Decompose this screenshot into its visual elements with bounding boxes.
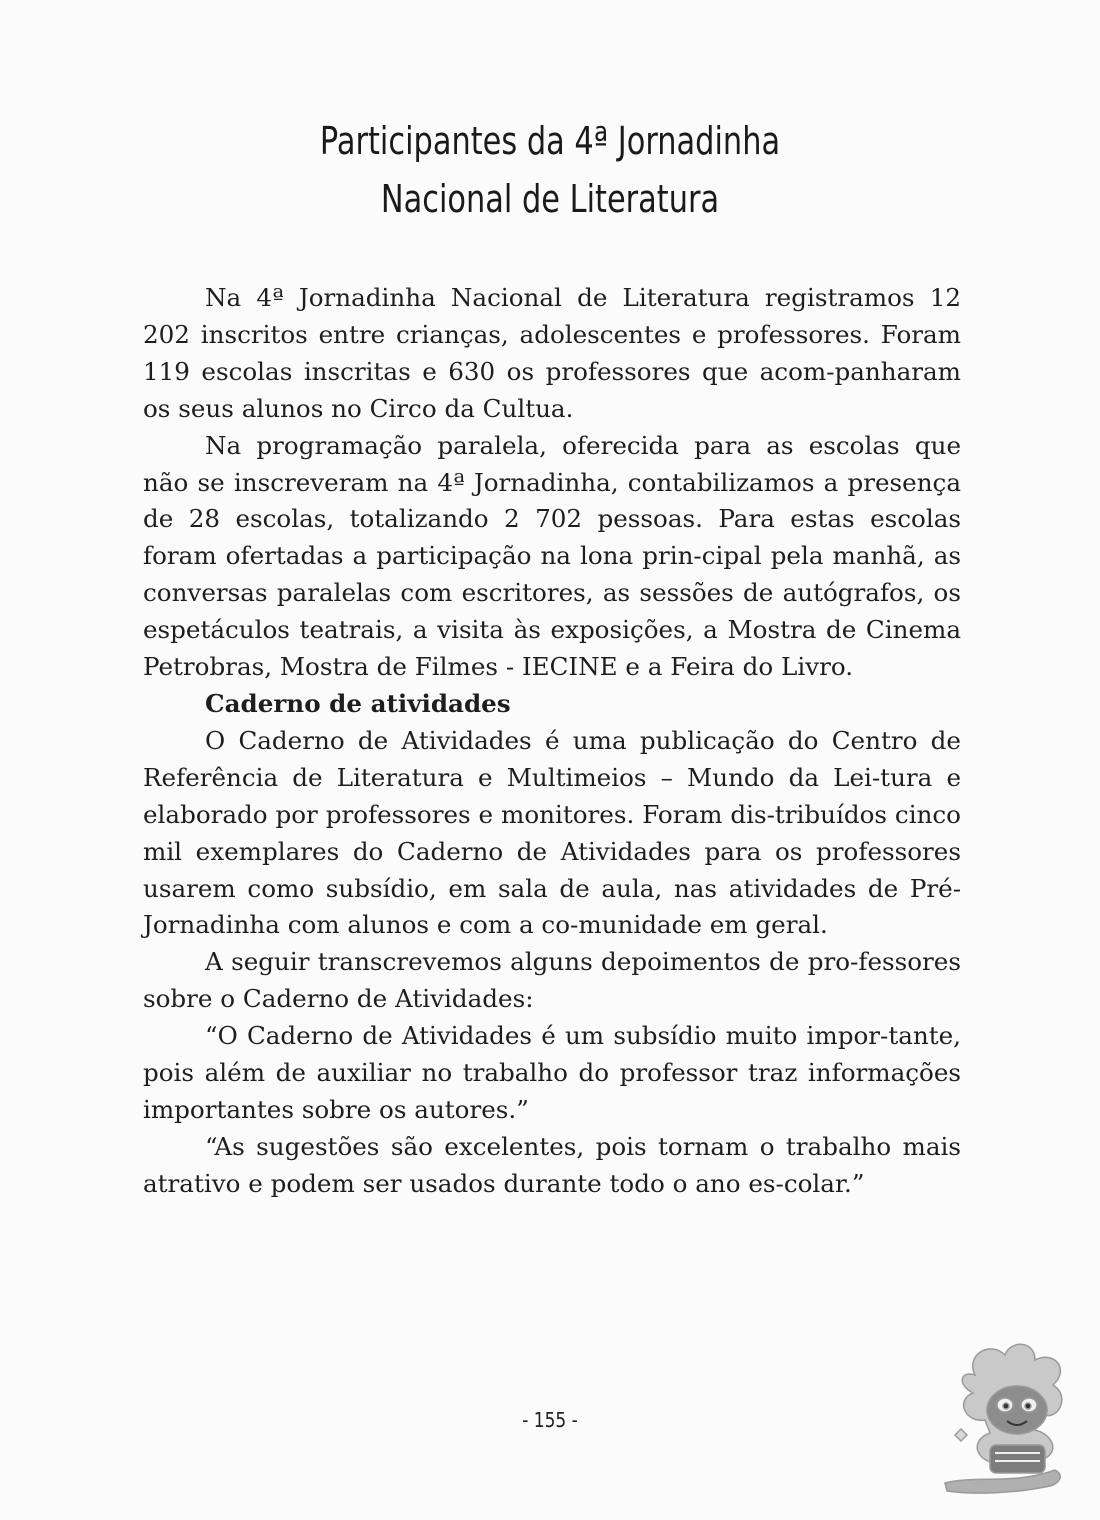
paragraph-registrations: Na 4ª Jornadinha Nacional de Literatura registramos 12 202 inscritos entre crianças, adolescentes e professores. Foram 119 escolas inscritas e 630 os professores que acom-panharam os seus alunos no Circo da Cultua. <box>143 283 961 423</box>
body-text <box>143 280 961 1203</box>
quote-testimonial-1: “O Caderno de Atividades é um subsídio muito impor-tante, pois além de auxiliar no trabalho do professor traz informações importantes sobre os autores.” <box>143 1021 961 1124</box>
paragraph-intro-testimonials: A seguir transcrevemos alguns depoimentos de pro-fessores sobre o Caderno de Atividades: <box>143 947 961 1014</box>
page-number: - 155 - <box>522 1408 578 1432</box>
mascot-illustration-icon <box>935 1335 1085 1505</box>
title-line-1: Participantes da 4ª Jornadinha <box>319 119 781 163</box>
section-heading: Caderno de atividades <box>205 688 511 718</box>
quote-testimonial-2: “As sugestões são excelentes, pois tornam o trabalho mais atrativo e podem ser usados durante todo o ano es-colar.” <box>143 1131 961 1198</box>
page-title <box>110 112 990 228</box>
paragraph-caderno: O Caderno de Atividades é uma publicação do Centro de Referência de Literatura e Multimeios – Mundo da Lei-tura e elaborado por professores e monitores. Foram dis-tribuídos cinco mil exemplares do Caderno de Atividades para os professores usarem como subsídio, em sala de aula, nas atividades de Pré-Jornadinha com alunos e com a co-munidade em geral. <box>143 725 961 940</box>
title-line-2: Nacional de Literatura <box>380 177 720 221</box>
paragraph-parallel-program: Na programação paralela, oferecida para as escolas que não se inscreveram na 4ª Jornadinha, contabilizamos a presença de 28 escolas, totalizando 2 702 pessoas. Para estas escolas foram ofertadas a participação na lona prin-cipal pela manhã, as conversas paralelas com escritores, as sessões de autógrafos, os espetáculos teatrais, a visita às exposições, a Mostra de Cinema Petrobras, Mostra de Filmes - IECINE e a Feira do Livro. <box>143 430 961 682</box>
